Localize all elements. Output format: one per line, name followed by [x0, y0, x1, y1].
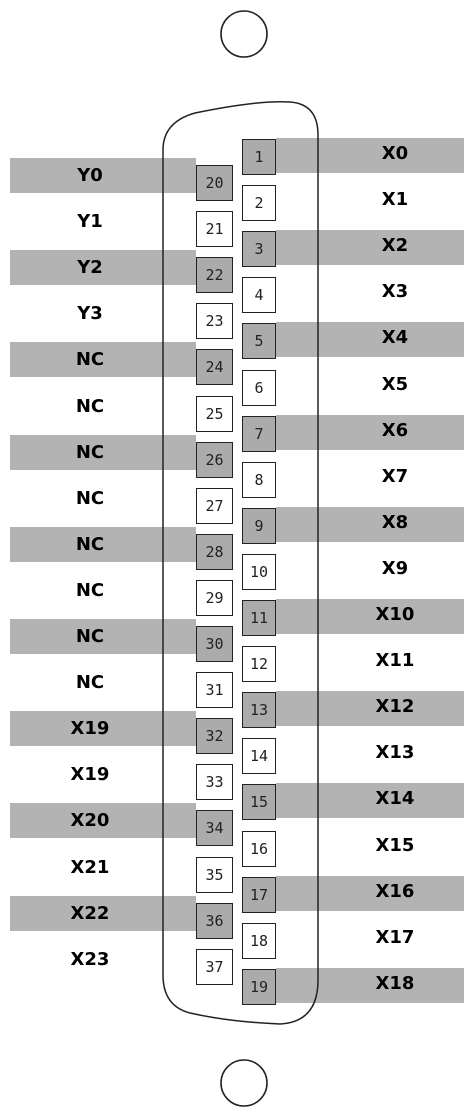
pin-23: 23 — [196, 303, 233, 339]
signal-label-pin-24: NC — [75, 349, 105, 371]
pin-20: 20 — [196, 165, 233, 201]
pin-11: 11 — [242, 600, 276, 636]
pin-7: 7 — [242, 416, 276, 452]
pin-26: 26 — [196, 442, 233, 478]
signal-label-pin-29: NC — [75, 579, 105, 601]
signal-label-pin-23: Y3 — [77, 303, 103, 325]
pin-32: 32 — [196, 718, 233, 754]
signal-label-pin-35: X21 — [70, 856, 110, 878]
signal-label-pin-37: X23 — [70, 948, 110, 970]
signal-label-pin-1: X0 — [381, 143, 409, 164]
signal-label-pin-30: NC — [75, 626, 105, 647]
signal-label-pin-14: X13 — [375, 742, 415, 764]
signal-label-pin-27: NC — [75, 487, 105, 509]
signal-label-pin-20: Y0 — [77, 165, 103, 186]
signal-label-pin-19: X18 — [375, 972, 415, 994]
signal-label-pin-9: X8 — [381, 511, 409, 533]
pin-30: 30 — [196, 626, 233, 662]
pin-2: 2 — [242, 185, 276, 221]
signal-label-pin-18: X17 — [375, 926, 415, 948]
signal-label-pin-13: X12 — [375, 696, 415, 718]
signal-label-pin-7: X6 — [381, 419, 409, 441]
signal-label-pin-32: X19 — [70, 718, 110, 740]
signal-label-pin-4: X3 — [381, 281, 409, 303]
pin-17: 17 — [242, 877, 276, 913]
pin-25: 25 — [196, 396, 233, 432]
signal-label-pin-33: X19 — [70, 764, 110, 786]
signal-label-pin-26: NC — [75, 441, 105, 463]
pin-8: 8 — [242, 462, 276, 498]
pin-34: 34 — [196, 810, 233, 846]
pin-12: 12 — [242, 646, 276, 682]
signal-label-pin-11: X10 — [375, 604, 415, 625]
pin-3: 3 — [242, 231, 276, 267]
signal-label-pin-2: X1 — [381, 189, 409, 211]
pin-21: 21 — [196, 211, 233, 247]
pin-36: 36 — [196, 903, 233, 939]
pin-24: 24 — [196, 349, 233, 385]
pin-1: 1 — [242, 139, 276, 175]
signal-label-pin-36: X22 — [70, 902, 110, 924]
pin-29: 29 — [196, 580, 233, 616]
signal-label-pin-12: X11 — [375, 650, 415, 672]
signal-label-pin-34: X20 — [70, 810, 110, 832]
pin-6: 6 — [242, 370, 276, 406]
pin-14: 14 — [242, 738, 276, 774]
signal-label-pin-31: NC — [75, 672, 105, 694]
pin-22: 22 — [196, 257, 233, 293]
signal-label-pin-25: NC — [75, 395, 105, 417]
signal-label-pin-3: X2 — [381, 235, 409, 257]
signal-label-pin-6: X5 — [381, 373, 409, 395]
signal-label-pin-22: Y2 — [77, 257, 103, 279]
pin-18: 18 — [242, 923, 276, 959]
pin-28: 28 — [196, 534, 233, 570]
pin-15: 15 — [242, 784, 276, 820]
pin-35: 35 — [196, 857, 233, 893]
pin-37: 37 — [196, 949, 233, 985]
signal-label-pin-15: X14 — [375, 788, 415, 810]
signal-label-pin-8: X7 — [381, 465, 409, 487]
pin-19: 19 — [242, 969, 276, 1005]
pin-9: 9 — [242, 508, 276, 544]
pin-31: 31 — [196, 672, 233, 708]
pin-13: 13 — [242, 692, 276, 728]
signal-label-pin-10: X9 — [381, 557, 409, 579]
pin-4: 4 — [242, 277, 276, 313]
signal-label-pin-16: X15 — [375, 834, 415, 856]
signal-label-pin-28: NC — [75, 533, 105, 555]
pin-16: 16 — [242, 831, 276, 867]
signal-label-pin-17: X16 — [375, 880, 415, 902]
pin-10: 10 — [242, 554, 276, 590]
signal-label-pin-21: Y1 — [77, 211, 103, 233]
pin-33: 33 — [196, 764, 233, 800]
signal-label-pin-5: X4 — [381, 327, 409, 349]
pin-5: 5 — [242, 323, 276, 359]
pin-27: 27 — [196, 488, 233, 524]
